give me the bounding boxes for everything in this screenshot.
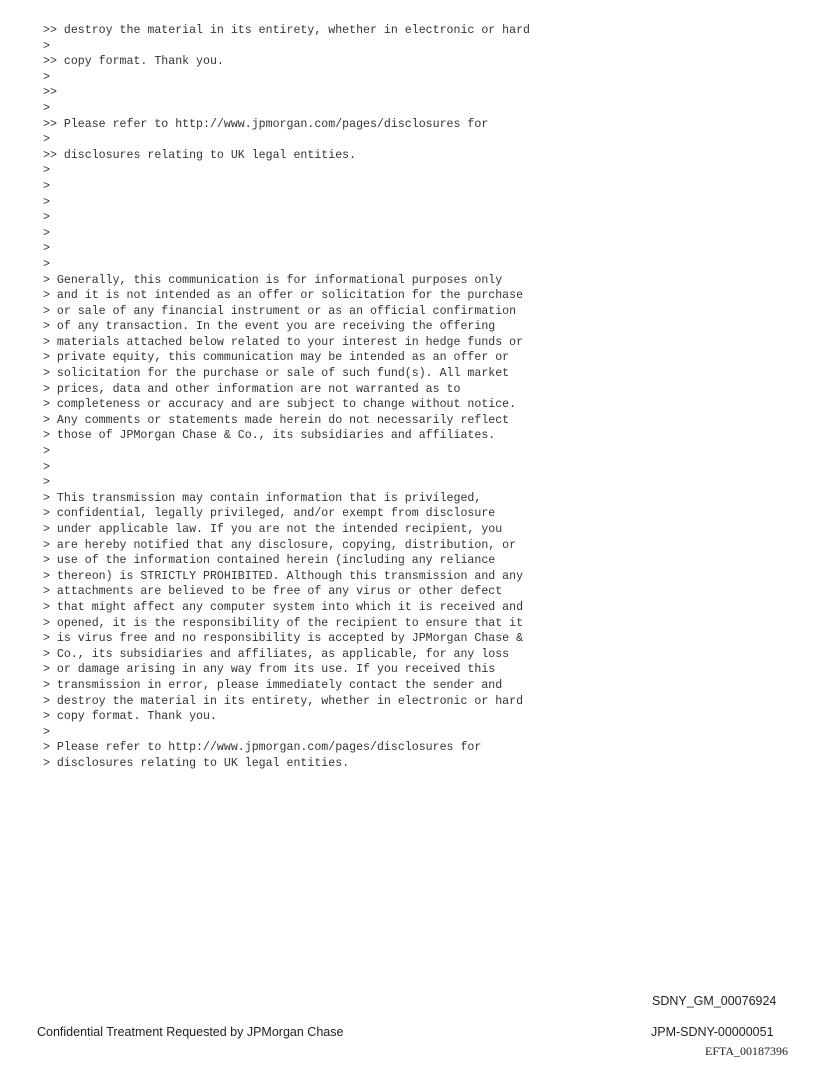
email-line: > bbox=[43, 101, 50, 115]
efta-number: EFTA_00187396 bbox=[705, 1044, 789, 1058]
email-line: > opened, it is the responsibility of the recipient to ensure that it bbox=[43, 616, 524, 630]
email-line: > those of JPMorgan Chase & Co., its subsidiaries and affiliates. bbox=[43, 429, 496, 443]
email-line: > thereon) is STRICTLY PROHIBITED. Although this transmission and any bbox=[43, 569, 524, 583]
email-quoted-body bbox=[43, 23, 803, 772]
confidential-treatment-notice: Confidential Treatment Requested by JPMorgan Chase bbox=[37, 1025, 344, 1039]
email-line: > transmission in error, please immediately contact the sender and bbox=[43, 678, 503, 692]
email-line: > bbox=[43, 164, 50, 178]
email-line: > private equity, this communication may be intended as an offer or bbox=[43, 351, 510, 365]
email-line: > or sale of any financial instrument or as an official confirmation bbox=[43, 304, 517, 318]
email-line: > This transmission may contain information that is privileged, bbox=[43, 491, 482, 505]
email-line: > disclosures relating to UK legal entities. bbox=[43, 756, 350, 770]
email-line: > solicitation for the purchase or sale of such fund(s). All market bbox=[43, 367, 510, 381]
email-line: > bbox=[43, 476, 50, 490]
email-line: > Please refer to http://www.jpmorgan.com/pages/disclosures for bbox=[43, 741, 482, 755]
email-line: >> destroy the material in its entirety, whether in electronic or hard bbox=[43, 24, 531, 37]
email-line: > bbox=[43, 242, 50, 256]
email-line: > bbox=[43, 445, 50, 459]
email-line: > bbox=[43, 70, 50, 84]
bates-number-jpm: JPM-SDNY-00000051 bbox=[651, 1025, 774, 1039]
email-line: > materials attached below related to your interest in hedge funds or bbox=[43, 335, 524, 349]
email-line: >> bbox=[43, 86, 57, 100]
email-line: > bbox=[43, 460, 50, 474]
email-line: > bbox=[43, 133, 50, 147]
email-line: > Co., its subsidiaries and affiliates, as applicable, for any loss bbox=[43, 647, 510, 661]
email-line: > of any transaction. In the event you are receiving the offering bbox=[43, 320, 496, 334]
email-line: >> disclosures relating to UK legal entities. bbox=[43, 148, 357, 162]
email-line: > prices, data and other information are not warranted as to bbox=[43, 382, 461, 396]
email-line: > attachments are believed to be free of any virus or other defect bbox=[43, 585, 503, 599]
email-line: > under applicable law. If you are not the intended recipient, you bbox=[43, 523, 503, 536]
email-line: >> Please refer to http://www.jpmorgan.com/pages/disclosures for bbox=[43, 117, 489, 131]
email-line: > bbox=[43, 257, 50, 271]
email-line: > bbox=[43, 226, 50, 240]
email-line: > bbox=[43, 195, 50, 209]
email-line: > Any comments or statements made herein do not necessarily reflect bbox=[43, 413, 510, 427]
email-line: > bbox=[43, 39, 50, 53]
email-line: > destroy the material in its entirety, whether in electronic or hard bbox=[43, 694, 524, 708]
email-line: > Generally, this communication is for informational purposes only bbox=[43, 273, 503, 287]
email-line: > confidential, legally privileged, and/or exempt from disclosure bbox=[43, 507, 496, 521]
email-line: > that might affect any computer system into which it is received and bbox=[43, 600, 524, 614]
bates-number-sdny: SDNY_GM_00076924 bbox=[652, 994, 777, 1008]
email-line: > bbox=[43, 211, 50, 225]
email-line: > completeness or accuracy and are subject to change without notice. bbox=[43, 398, 517, 412]
email-line: > use of the information contained herein (including any reliance bbox=[43, 554, 496, 568]
email-line: > and it is not intended as an offer or solicitation for the purchase bbox=[43, 289, 524, 303]
email-line: >> copy format. Thank you. bbox=[43, 55, 224, 69]
email-line: > are hereby notified that any disclosure, copying, distribution, or bbox=[43, 538, 517, 552]
email-line: > bbox=[43, 725, 50, 739]
email-line: > or damage arising in any way from its use. If you received this bbox=[43, 663, 496, 677]
email-line: > bbox=[43, 179, 50, 193]
email-line: > copy format. Thank you. bbox=[43, 710, 217, 724]
email-line: > is virus free and no responsibility is accepted by JPMorgan Chase & bbox=[43, 632, 524, 646]
